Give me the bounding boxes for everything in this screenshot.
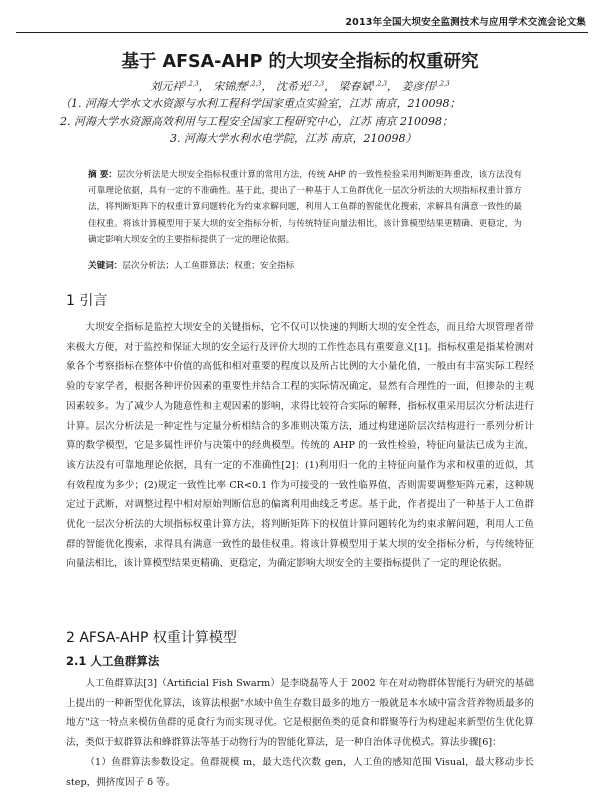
affiliation-line: 3. 河海大学水利水电学院，江苏 南京，210098）	[170, 132, 417, 145]
subsection-heading-afsa: 2.1 人工鱼群算法	[66, 654, 160, 668]
author-affiliation-mark: 1,2,3	[434, 80, 450, 88]
abstract-label: 摘 要：	[88, 170, 118, 180]
header-rule	[16, 32, 588, 33]
author-name: 梁春斌	[338, 80, 372, 93]
keywords-text: 层次分析法；人工鱼群算法；权重；安全指标	[122, 261, 295, 271]
abstract	[88, 167, 522, 248]
author-affiliation-mark: 1,2,3	[371, 80, 387, 88]
paragraph: （1）鱼群算法参数设定。鱼群规模 m，最大迭代次数 gen，人工鱼的感知范围 Visual，最大移动步长 step，拥挤度因子 δ 等。	[66, 756, 534, 788]
affiliation-line: （1. 河海大学水文水资源与水利工程科学国家重点实验室，江苏 南京，210098；	[60, 97, 461, 110]
paragraph: 人工鱼群算法[3]（Artificial Fish Swarm）是李晓磊等人于 2002 年在对动物群体智能行为研究的基础上提出的一种新型优化算法，该算法根据"水域中鱼生存数目最多的地方一般就是本水域中富含营养物质最多的地方"这一特点来模仿鱼群的觅食行为而实现寻优。它是根据鱼类的觅食和群聚等行为构建起来新型仿生优化算法，类似于蚁群算法和蜂群算法等基于动物行为的智能化算法，是一种自治体寻优模式。算法步骤[6]：	[66, 678, 534, 749]
author-list: 刘元祥$^{1,2,3}$， 宋锦焘$^{1,2,3}$， 沈希光$^{1,2,3}$， 梁春斌$^{1,2,3}$， 姜彦伟$^{1,2,3}$	[150, 80, 450, 93]
keywords-label: 关键词：	[88, 261, 123, 271]
author-name: 沈希光	[275, 80, 309, 93]
section-heading-intro: 1 引言	[66, 293, 108, 309]
section-body-afsa	[66, 674, 534, 792]
author-affiliation-mark: 1,2,3	[183, 80, 199, 88]
running-head: 2013年全国大坝安全监测技术与应用学术交流会论文集	[345, 17, 586, 28]
section-heading-model: 2 AFSA-AHP 权重计算模型	[66, 630, 237, 646]
author-affiliation-mark: 1,2,3	[246, 80, 262, 88]
abstract-text: 层次分析法是大坝安全指标权重计算的常用方法，传统 AHP 的一致性检验采用判断矩阵重改，该方法没有可靠理论依据，具有一定的不准确性。基于此，提出了一种基于人工鱼群优化一层次分析法的大坝指标权重计算方法，将判断矩阵下的权重计算问题转化为约束求解问题，利用人工鱼群的智能优化搜索，求解具有满意一致性的最佳权重。将该计算模型用于某大坝的安全指标分析，与传统特征向量法相比，该计算模型结果更精确、更稳定，为确定影响大坝安全的主要指标提供了一定的理论依据。	[88, 170, 522, 245]
author-name: 宋锦焘	[213, 80, 247, 93]
affiliations	[60, 95, 560, 148]
author-name: 姜彦伟	[401, 80, 435, 93]
author-affiliation-mark: 1,2,3	[308, 80, 325, 88]
affiliation-line: 2. 河海大学水资源高效利用与工程安全国家工程研究中心，江苏 南京 210098；	[60, 114, 453, 128]
paragraph: 大坝安全指标是监控大坝安全的关键指标，它不仅可以快速的判断大坝的安全性态，而且给大坝管理者带来极大方便，对于监控和保证大坝的安全运行及评价大坝的工作性态具有重要意义[1]。指标权重是指某检测对象各个考察指标在整体中价值的高低和相对重要的程度以及所占比例的大小量化值，一般由有丰富实际工程经验的专家学者，根据各种评价因素的重要性并结合工程的实际情况确定，显然有合理性的一面，但掺杂的主观因素较多。为了减少人为随意性和主观因素的影响，求得比较符合实际的解释，指标权重采用层次分析法进行计算。层次分析法是一种定性与定量分析相结合的多准则决策方法，通过构建递阶层次结构进行一系列分析计算的数学模型，它是多属性评价与决策中的经典模型。传统的 AHP 的一致性检验，特征向量法已成为主流，该方法没有可靠地理论依据，具有一定的不准确性[2]：(1)利用归一化的主特征向量作为求和权重的近似，其有效程度为多少；(2)规定一致性比率 CR<0.1 作为可接受的一致性临界值，否则需要调整矩阵元素，这种规定过于武断，对调整过程中相对原始判断信息的偏离利用曲线乏考虑。基于此，作者提出了一种基于人工鱼群优化一层次分析法的大坝指标权重计算方法，将判断矩阵下的权值计算问题转化为约束求解问题，利用人工鱼群的智能优化搜索，求得具有满意一致性的最佳权重。将该计算模型用于某大坝的安全指标分析，与传统特征向量法相比，该计算模型结果更精确、更稳定，为确定影响大坝安全的主要指标提供了一定的理论依据。	[66, 322, 534, 570]
section-body-intro	[66, 318, 534, 574]
paper-title: 基于 AFSA-AHP 的大坝安全指标的权重研究	[121, 52, 479, 72]
keywords	[88, 259, 522, 271]
author-name: 刘元祥	[150, 80, 184, 93]
